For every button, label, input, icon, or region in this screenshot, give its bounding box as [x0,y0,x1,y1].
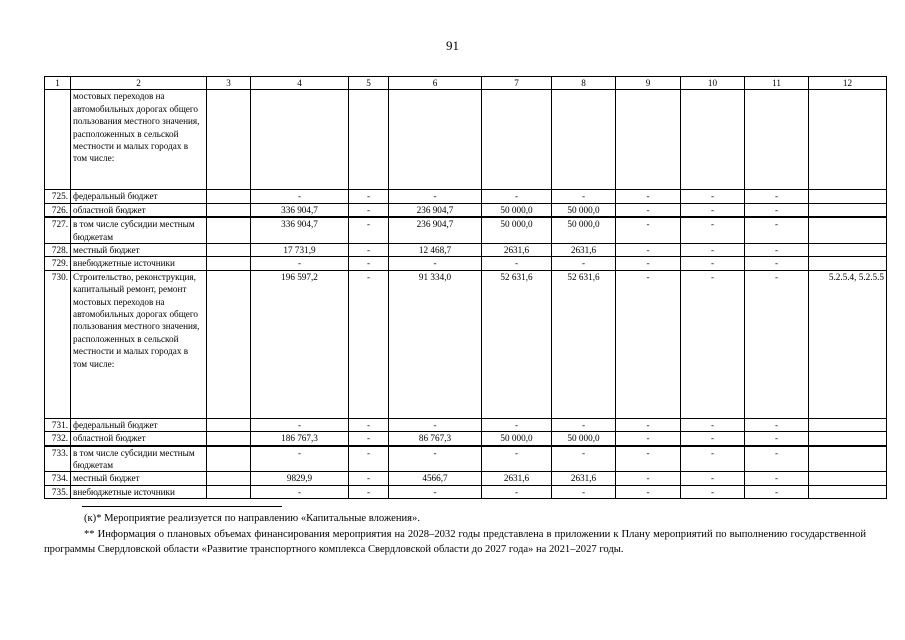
value-cell [207,203,251,217]
value-cell: - [681,472,745,485]
value-cell [207,446,251,472]
value-cell: - [681,244,745,257]
value-cell: - [349,418,389,431]
value-cell: - [349,203,389,217]
value-cell [207,270,251,418]
value-cell: - [349,485,389,498]
table-row [45,244,887,257]
row-description-cell: внебюджетные источники [71,485,207,498]
row-description-cell: местный бюджет [71,472,207,485]
value-cell: - [349,217,389,243]
column-header: 12 [809,77,887,90]
value-cell: - [251,257,349,270]
value-cell: 50 000,0 [482,217,552,243]
value-cell: 236 904,7 [389,217,482,243]
value-cell [809,257,887,270]
value-cell: - [552,446,616,472]
value-cell: - [482,485,552,498]
table-row [45,446,887,472]
value-cell: - [681,418,745,431]
row-number-cell: 728. [45,244,71,257]
value-cell: - [681,446,745,472]
value-cell: - [616,190,681,203]
table-row [45,257,887,270]
value-cell: 50 000,0 [552,432,616,446]
value-cell [809,244,887,257]
row-description-cell: областной бюджет [71,203,207,217]
value-cell: - [745,257,809,270]
value-cell: - [616,446,681,472]
value-cell: - [616,418,681,431]
value-cell [809,90,887,190]
value-cell: - [389,485,482,498]
row-number-cell [45,90,71,190]
value-cell: - [349,244,389,257]
value-cell [207,418,251,431]
value-cell: - [482,190,552,203]
row-number-cell: 735. [45,485,71,498]
row-description-cell: в том числе субсидии местным бюджетам [71,446,207,472]
value-cell: 52 631,6 [552,270,616,418]
value-cell: 17 731,9 [251,244,349,257]
value-cell: - [616,270,681,418]
value-cell: 2631,6 [482,244,552,257]
row-number-cell: 730. [45,270,71,418]
value-cell [616,90,681,190]
value-cell: 2631,6 [482,472,552,485]
value-cell: - [349,257,389,270]
value-cell: - [251,485,349,498]
row-description-cell: Строительство, реконструкция, капитальный ремонт, ремонт мостовых переходов на автомобильных дорогах общего пользования местного значения, расположенных в сельской местности и малых городах в том числе: [71,270,207,418]
value-cell [207,217,251,243]
page-number: 91 [446,38,459,53]
value-cell: - [745,217,809,243]
column-header: 7 [482,77,552,90]
row-description-cell: местный бюджет [71,244,207,257]
value-cell: 50 000,0 [482,432,552,446]
column-header: 2 [71,77,207,90]
value-cell: - [389,257,482,270]
value-cell [207,244,251,257]
value-cell [809,446,887,472]
column-header: 6 [389,77,482,90]
footnotes [44,506,866,558]
value-cell [552,90,616,190]
value-cell: 50 000,0 [552,203,616,217]
value-cell: - [745,190,809,203]
value-cell: - [616,485,681,498]
value-cell: 236 904,7 [389,203,482,217]
value-cell [482,90,552,190]
value-cell: - [745,244,809,257]
footnote-divider [82,506,282,507]
value-cell: - [349,190,389,203]
footnote-capital-investments: (к)* Мероприятие реализуется по направлению «Капитальные вложения». [84,513,420,524]
value-cell: - [616,203,681,217]
value-cell: - [552,190,616,203]
value-cell: - [681,190,745,203]
value-cell: - [616,472,681,485]
table-row [45,270,887,418]
value-cell: - [349,446,389,472]
value-cell [251,90,349,190]
value-cell: - [251,418,349,431]
value-cell: - [389,446,482,472]
table-row [45,217,887,243]
value-cell: - [745,270,809,418]
row-number-cell: 733. [45,446,71,472]
value-cell [207,90,251,190]
value-cell: - [745,485,809,498]
row-description-cell: федеральный бюджет [71,418,207,431]
value-cell: - [681,485,745,498]
value-cell: - [349,432,389,446]
column-header: 4 [251,77,349,90]
value-cell: 336 904,7 [251,217,349,243]
value-cell [207,432,251,446]
value-cell: - [552,485,616,498]
table-row [45,432,887,446]
row-description-cell: федеральный бюджет [71,190,207,203]
footnote-planned-financing: ** Информация о плановых объемах финансирования мероприятия на 2028–2032 годы представлена в приложении к Плану мероприятий по выполнению государственной программы Свердловской области «Развитие транспортного комплекса Свердловской области до 2027 года» на 2021–2027 годы. [44,528,866,555]
value-cell [809,203,887,217]
value-cell: - [389,190,482,203]
value-cell: - [482,418,552,431]
value-cell [207,485,251,498]
column-header: 1 [45,77,71,90]
value-cell [745,90,809,190]
row-number-cell: 732. [45,432,71,446]
column-header: 11 [745,77,809,90]
value-cell: 2631,6 [552,472,616,485]
value-cell: - [552,257,616,270]
value-cell: 50 000,0 [482,203,552,217]
value-cell: 2631,6 [552,244,616,257]
value-cell: - [616,257,681,270]
row-description-cell: в том числе субсидии местным бюджетам [71,217,207,243]
column-header: 5 [349,77,389,90]
column-header: 10 [681,77,745,90]
value-cell: - [745,418,809,431]
value-cell: - [389,418,482,431]
row-number-cell: 727. [45,217,71,243]
value-cell: 91 334,0 [389,270,482,418]
value-cell: 5.2.5.4, 5.2.5.5 [809,270,887,418]
value-cell: - [616,217,681,243]
table-row [45,203,887,217]
column-header: 9 [616,77,681,90]
row-number-cell: 726. [45,203,71,217]
value-cell: - [482,446,552,472]
value-cell [681,90,745,190]
value-cell [809,432,887,446]
row-number-cell: 729. [45,257,71,270]
value-cell [207,190,251,203]
value-cell: - [681,217,745,243]
value-cell: - [681,203,745,217]
value-cell: 196 597,2 [251,270,349,418]
table-row [45,472,887,485]
value-cell [809,190,887,203]
value-cell: 12 468,7 [389,244,482,257]
row-number-cell: 725. [45,190,71,203]
value-cell: - [349,472,389,485]
table-row [45,418,887,431]
value-cell: 186 767,3 [251,432,349,446]
column-header: 3 [207,77,251,90]
value-cell [389,90,482,190]
value-cell [809,485,887,498]
value-cell: - [745,203,809,217]
value-cell [207,472,251,485]
value-cell: - [681,270,745,418]
table-row [45,190,887,203]
value-cell: - [745,472,809,485]
value-cell: 50 000,0 [552,217,616,243]
value-cell: - [616,244,681,257]
value-cell: 86 767,3 [389,432,482,446]
value-cell: - [552,418,616,431]
row-description-cell: мостовых переходов на автомобильных дорогах общего пользования местного значения, расположенных в сельской местности и малых городах в том числе: [71,90,207,190]
value-cell [809,418,887,431]
row-description-cell: областной бюджет [71,432,207,446]
column-header: 8 [552,77,616,90]
financing-table [44,76,887,499]
value-cell: - [616,432,681,446]
value-cell: 52 631,6 [482,270,552,418]
value-cell: - [745,432,809,446]
header-row [45,77,887,90]
value-cell: - [251,190,349,203]
value-cell [207,257,251,270]
table-row [45,485,887,498]
value-cell: - [681,432,745,446]
value-cell: 9829,9 [251,472,349,485]
value-cell: - [349,270,389,418]
value-cell: 336 904,7 [251,203,349,217]
row-number-cell: 734. [45,472,71,485]
value-cell: - [251,446,349,472]
value-cell [349,90,389,190]
value-cell: - [745,446,809,472]
value-cell: - [482,257,552,270]
row-number-cell: 731. [45,418,71,431]
value-cell: 4566,7 [389,472,482,485]
table-row [45,90,887,190]
row-description-cell: внебюджетные источники [71,257,207,270]
value-cell [809,217,887,243]
value-cell [809,472,887,485]
value-cell: - [681,257,745,270]
